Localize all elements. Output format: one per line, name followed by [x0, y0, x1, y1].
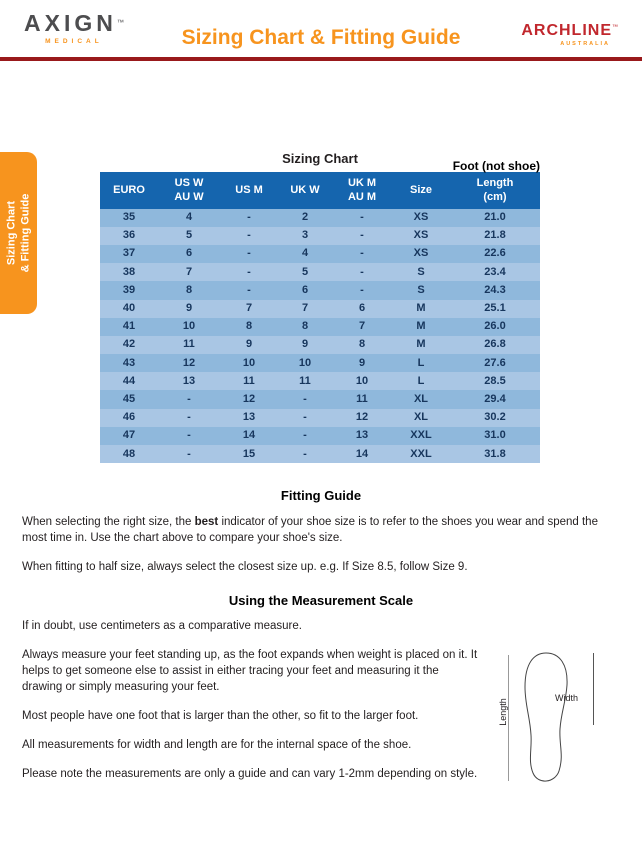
- column-header: Length (cm): [450, 172, 540, 209]
- header-row: [100, 172, 540, 209]
- table-cell: 21.0: [450, 209, 540, 227]
- table-cell: 4: [158, 209, 220, 227]
- archline-logo: [521, 22, 618, 47]
- archline-logo-text: ARCHLINE: [521, 22, 612, 39]
- foot-not-shoe-note: Foot (not shoe): [452, 159, 540, 173]
- table-cell: 26.0: [450, 318, 540, 336]
- table-cell: 5: [158, 227, 220, 245]
- table-cell: -: [220, 245, 278, 263]
- trademark-symbol: ™: [116, 19, 124, 27]
- table-cell: 13: [332, 427, 392, 445]
- table-row: [100, 390, 540, 408]
- table-cell: 44: [100, 372, 158, 390]
- table-cell: 38: [100, 263, 158, 281]
- table-cell: -: [158, 390, 220, 408]
- table-cell: -: [332, 209, 392, 227]
- width-measure-line: [593, 653, 594, 725]
- measurement-paragraph-4: All measurements for width and length are for the internal space of the shoe.: [22, 738, 412, 751]
- header-divider: [0, 57, 642, 61]
- table-cell: S: [392, 281, 450, 299]
- archline-logo-subtext: AUSTRALIA: [560, 41, 610, 47]
- table-cell: 11: [220, 372, 278, 390]
- table-row: [100, 209, 540, 227]
- paragraph-text: When selecting the right size, the: [22, 515, 195, 528]
- table-cell: 13: [220, 409, 278, 427]
- fitting-guide-heading: Fitting Guide: [280, 488, 362, 503]
- table-cell: 11: [278, 372, 332, 390]
- table-cell: -: [278, 445, 332, 463]
- table-row: [100, 318, 540, 336]
- table-cell: XXL: [392, 445, 450, 463]
- column-header: Size: [392, 172, 450, 209]
- table-cell: 30.2: [450, 409, 540, 427]
- table-cell: 6: [158, 245, 220, 263]
- table-cell: 3: [278, 227, 332, 245]
- table-cell: 5: [278, 263, 332, 281]
- sizing-chart-section: [100, 151, 540, 463]
- measurement-paragraph-5: Please note the measurements are only a guide and can vary 1-2mm depending on style.: [22, 767, 478, 780]
- length-measure-line: [508, 655, 509, 781]
- table-row: [100, 354, 540, 372]
- table-cell: 7: [220, 300, 278, 318]
- table-cell: 12: [220, 390, 278, 408]
- table-cell: -: [220, 263, 278, 281]
- side-tab: [0, 152, 37, 314]
- table-row: [100, 409, 540, 427]
- table-cell: XL: [392, 390, 450, 408]
- foot-outline-icon: [514, 649, 578, 789]
- table-cell: XS: [392, 227, 450, 245]
- table-cell: 15: [220, 445, 278, 463]
- table-cell: 9: [278, 336, 332, 354]
- table-cell: M: [392, 336, 450, 354]
- table-cell: 8: [158, 281, 220, 299]
- table-cell: 8: [278, 318, 332, 336]
- table-row: [100, 263, 540, 281]
- side-tab-label-line2: & Fitting Guide: [18, 193, 31, 273]
- table-cell: 6: [332, 300, 392, 318]
- measurement-scale-heading: Using the Measurement Scale: [228, 592, 414, 608]
- table-cell: -: [332, 245, 392, 263]
- table-cell: 24.3: [450, 281, 540, 299]
- table-cell: -: [158, 445, 220, 463]
- table-cell: 27.6: [450, 354, 540, 372]
- table-cell: 9: [158, 300, 220, 318]
- axign-logo: [24, 12, 124, 45]
- table-cell: 29.4: [450, 390, 540, 408]
- table-cell: 35: [100, 209, 158, 227]
- trademark-symbol: ™: [612, 24, 618, 31]
- column-header: US M: [220, 172, 278, 209]
- side-tab-label-line1: Sizing Chart: [4, 200, 17, 266]
- table-cell: 6: [278, 281, 332, 299]
- table-cell: 13: [158, 372, 220, 390]
- fitting-guide-paragraph-1: [22, 515, 620, 547]
- table-cell: -: [278, 390, 332, 408]
- table-cell: 47: [100, 427, 158, 445]
- table-cell: XS: [392, 245, 450, 263]
- width-label: Width: [554, 693, 578, 703]
- table-cell: 2: [278, 209, 332, 227]
- table-cell: 43: [100, 354, 158, 372]
- table-row: [100, 336, 540, 354]
- column-header: EURO: [100, 172, 158, 209]
- table-cell: 10: [278, 354, 332, 372]
- table-cell: -: [332, 281, 392, 299]
- sizing-table: [100, 172, 540, 463]
- table-cell: 31.8: [450, 445, 540, 463]
- table-cell: 48: [100, 445, 158, 463]
- table-cell: 4: [278, 245, 332, 263]
- table-cell: 25.1: [450, 300, 540, 318]
- table-row: [100, 245, 540, 263]
- table-cell: 7: [158, 263, 220, 281]
- table-cell: 40: [100, 300, 158, 318]
- table-cell: 41: [100, 318, 158, 336]
- table-cell: 7: [332, 318, 392, 336]
- table-row: [100, 372, 540, 390]
- table-cell: 39: [100, 281, 158, 299]
- table-cell: -: [278, 427, 332, 445]
- table-cell: -: [332, 263, 392, 281]
- sizing-chart-title: Sizing Chart: [282, 151, 358, 166]
- table-cell: 36: [100, 227, 158, 245]
- table-cell: 8: [332, 336, 392, 354]
- table-cell: 10: [220, 354, 278, 372]
- table-cell: 31.0: [450, 427, 540, 445]
- table-cell: 26.8: [450, 336, 540, 354]
- paragraph-text: indicator of your shoe size is to refer to the shoes you wear and spend the most time in. Use the chart above to compare your shoe's size.: [22, 515, 598, 544]
- bold-word: best: [194, 515, 219, 528]
- axign-logo-text: AXIGN: [24, 10, 117, 36]
- table-cell: M: [392, 318, 450, 336]
- table-cell: 11: [158, 336, 220, 354]
- table-cell: -: [332, 227, 392, 245]
- axign-logo-subtext: MEDICAL: [45, 38, 103, 45]
- table-cell: L: [392, 354, 450, 372]
- table-cell: -: [158, 427, 220, 445]
- foot-measurement-diagram: [492, 645, 596, 795]
- table-cell: -: [278, 409, 332, 427]
- measurement-paragraph-2: Always measure your feet standing up, as the foot expands when weight is placed on it. It helps to get someone else to assist in either tracing your feet and measuring it the drawing or simply measuring your feet.: [22, 649, 478, 694]
- side-tab-label: [0, 152, 37, 314]
- table-cell: 42: [100, 336, 158, 354]
- table-cell: 46: [100, 409, 158, 427]
- table-cell: XS: [392, 209, 450, 227]
- table-cell: 21.8: [450, 227, 540, 245]
- table-cell: M: [392, 300, 450, 318]
- table-cell: -: [220, 281, 278, 299]
- table-row: [100, 227, 540, 245]
- header: [0, 0, 642, 57]
- table-row: [100, 300, 540, 318]
- table-cell: 9: [332, 354, 392, 372]
- table-cell: 14: [332, 445, 392, 463]
- table-row: [100, 427, 540, 445]
- table-cell: 11: [332, 390, 392, 408]
- table-cell: 28.5: [450, 372, 540, 390]
- sizing-table-head: [100, 172, 540, 209]
- table-cell: 8: [220, 318, 278, 336]
- table-cell: 9: [220, 336, 278, 354]
- table-row: [100, 281, 540, 299]
- table-cell: 12: [332, 409, 392, 427]
- table-cell: 12: [158, 354, 220, 372]
- length-label: Length: [498, 698, 508, 726]
- table-cell: -: [158, 409, 220, 427]
- table-row: [100, 445, 540, 463]
- page-title: Sizing Chart & Fitting Guide: [181, 26, 461, 49]
- table-cell: -: [220, 209, 278, 227]
- column-header: UK M AU M: [332, 172, 392, 209]
- table-cell: -: [220, 227, 278, 245]
- table-cell: XL: [392, 409, 450, 427]
- measurement-paragraph-1: If in doubt, use centimeters as a comparative measure.: [22, 620, 302, 633]
- table-cell: 14: [220, 427, 278, 445]
- table-cell: 45: [100, 390, 158, 408]
- table-cell: S: [392, 263, 450, 281]
- table-cell: 7: [278, 300, 332, 318]
- table-cell: XXL: [392, 427, 450, 445]
- column-header: UK W: [278, 172, 332, 209]
- fitting-guide-paragraph-2: When fitting to half size, always select the closest size up. e.g. If Size 8.5, follow Size 9.: [22, 560, 468, 573]
- table-cell: 10: [158, 318, 220, 336]
- table-cell: 10: [332, 372, 392, 390]
- table-cell: 22.6: [450, 245, 540, 263]
- measurement-paragraph-3: Most people have one foot that is larger than the other, so fit to the larger foot.: [22, 709, 419, 722]
- column-header: US W AU W: [158, 172, 220, 209]
- table-cell: L: [392, 372, 450, 390]
- table-cell: 23.4: [450, 263, 540, 281]
- sizing-table-body: [100, 209, 540, 464]
- table-cell: 37: [100, 245, 158, 263]
